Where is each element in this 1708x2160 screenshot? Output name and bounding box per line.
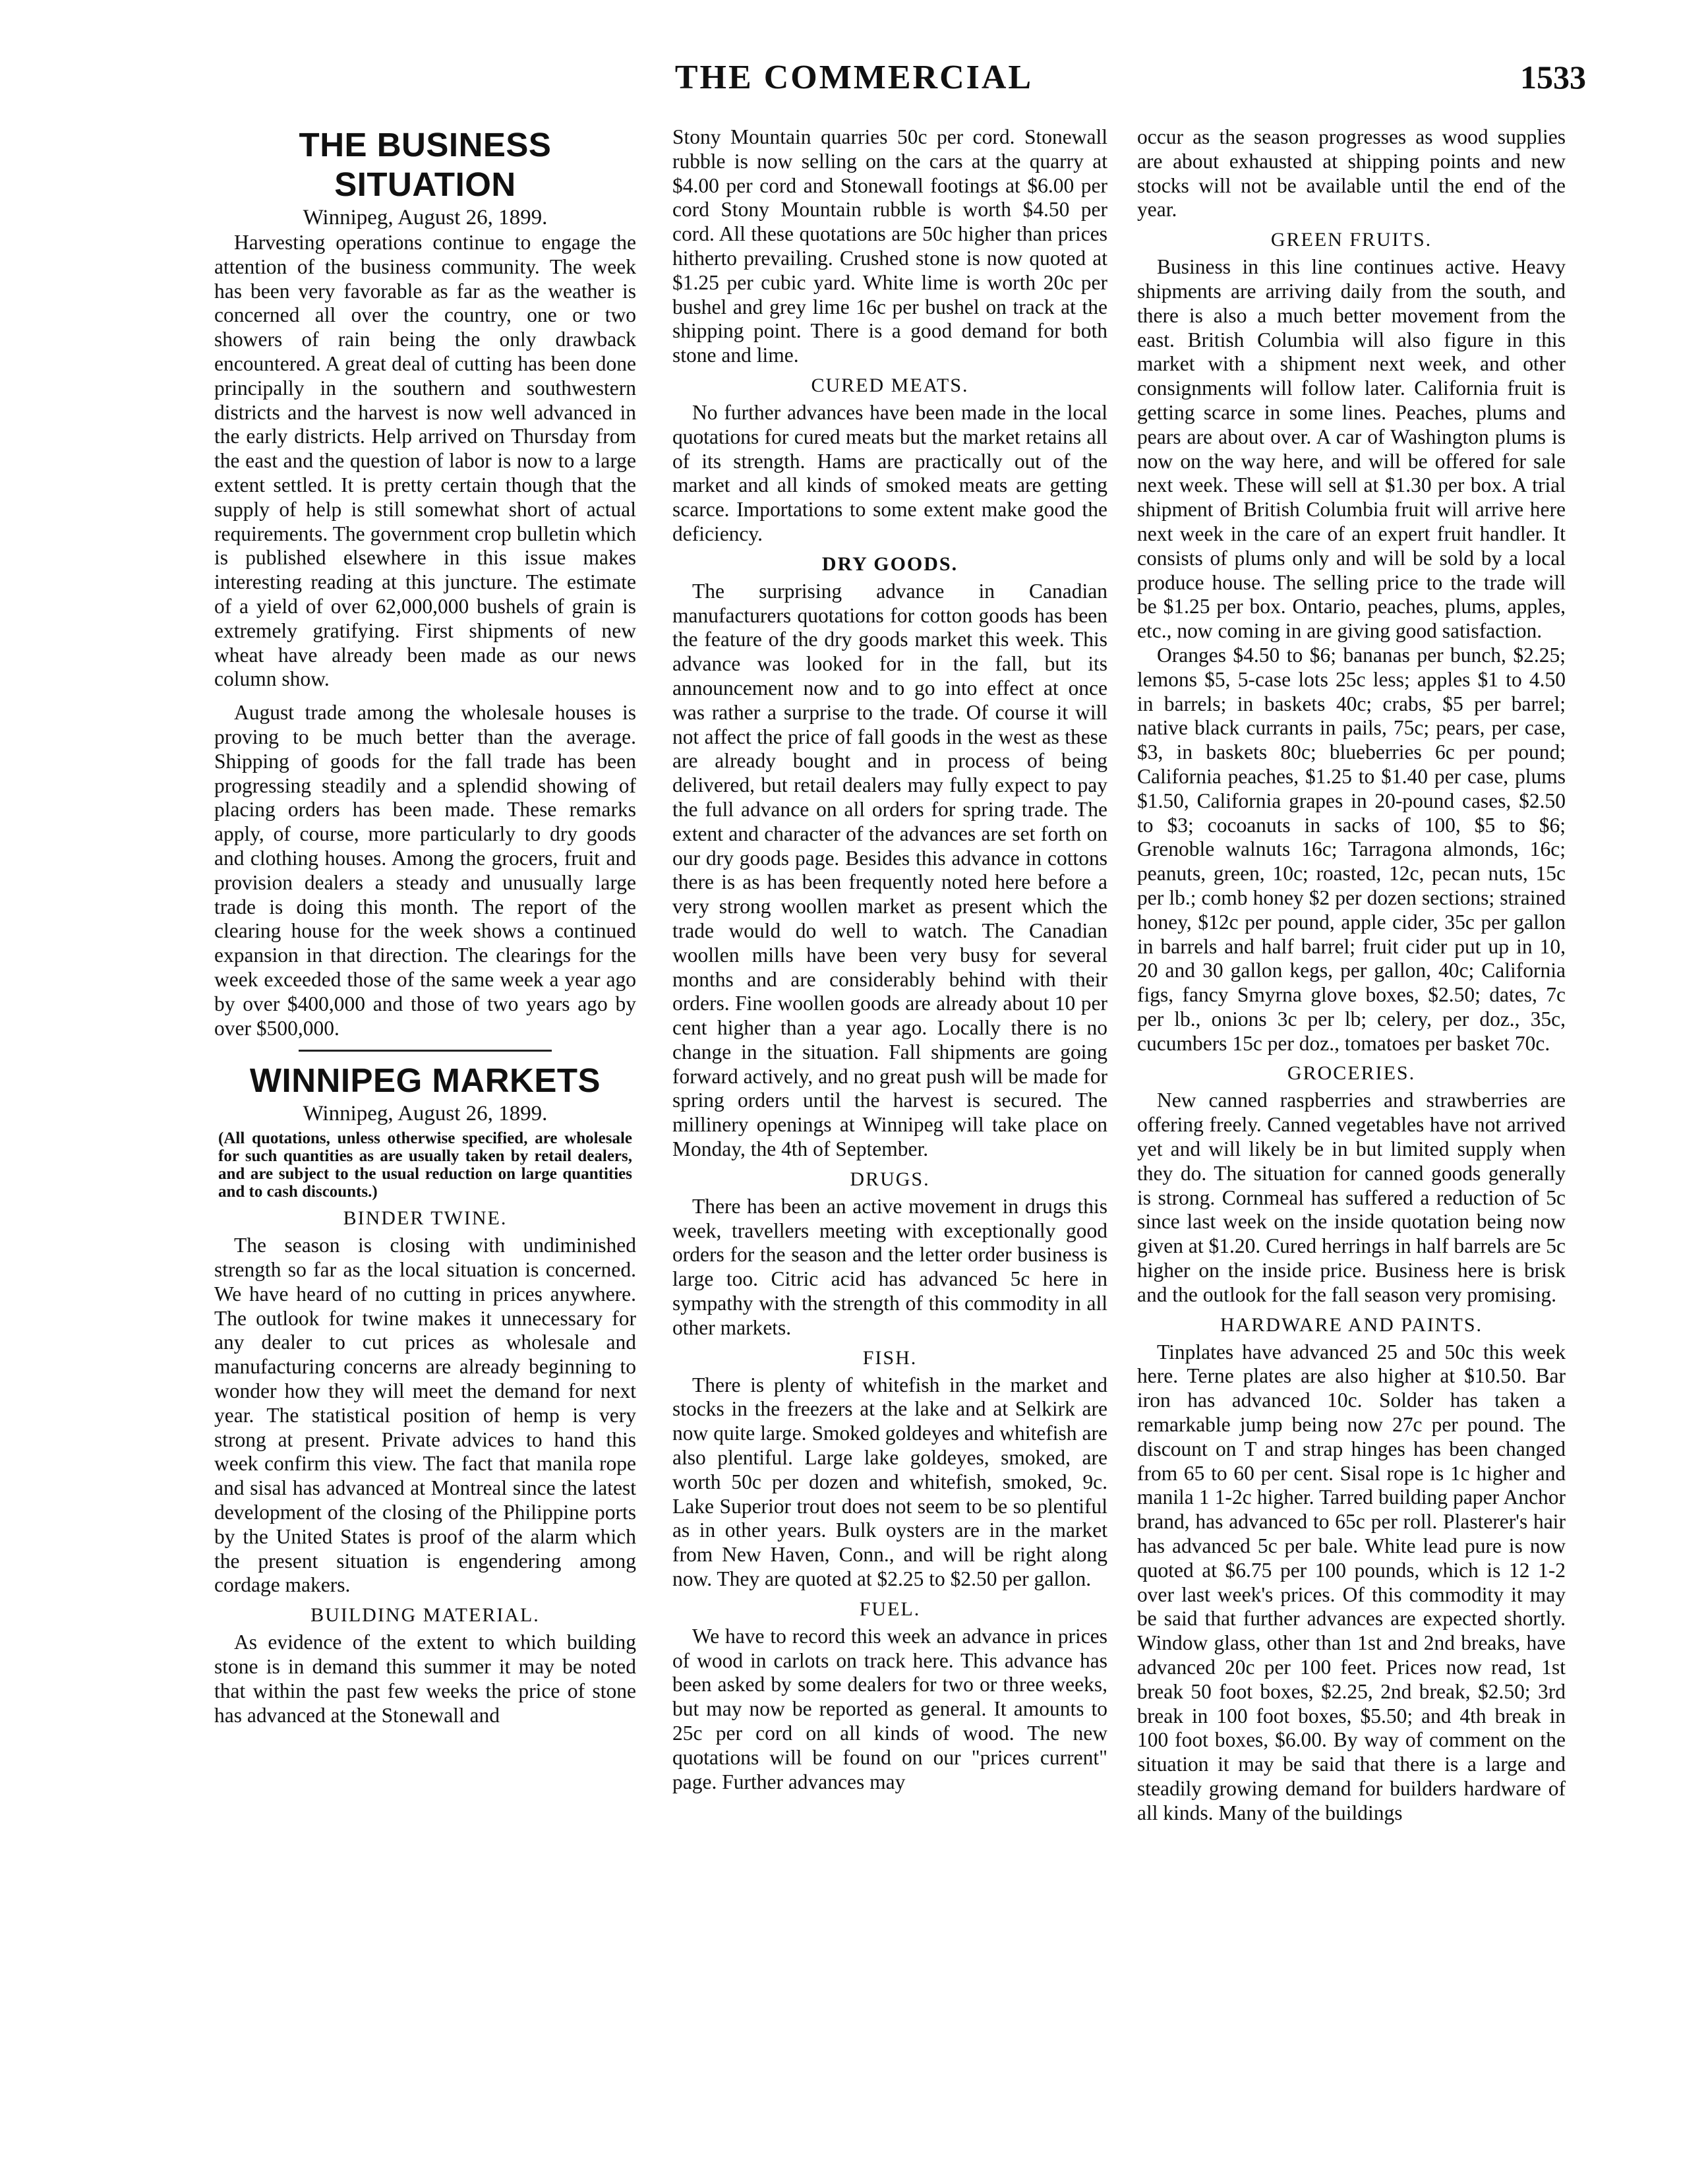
dry-goods-text: The surprising advance in Canadian manufacturers quotations for cotton goods has been the feature of the dry goods market this week. This advance was looked for in the fall, but its announcement now and to go into effect at once was rather a surprise to the trade. Of course it will not affect the price of fall goods in the west as these are already bought and in process of being delivered, but retail dealers may fully expect to pay the full advance on all orders for spring trade. The extent and character of the advances are set forth on our dry goods page. Besides this advance in cottons there is as has been frequently noted here before a very strong woollen market as present which the trade would do well to watch. The Canadian woollen mills have been very busy for several months and are considerably behind with their orders. Fine woollen goods are already about 10 per cent higher than a year ago. Locally there is no change in the situation. Fall shipments are going forward actively, and no great push will be made for spring orders until the harvest is secured. The millinery openings at Winnipeg will take place on Monday, the 4th of September. (672, 579, 1107, 1161)
fuel-subhead: FUEL. (859, 1598, 921, 1620)
page-number: 1533 (1520, 59, 1586, 96)
markets-headline: WINNIPEG MARKETS (249, 1062, 601, 1100)
groceries-subhead: GROCERIES. (1287, 1062, 1416, 1085)
fuel-text: We have to record this week an advance in prices of wood in carlots on track here. This advance has been asked by some dealers for two or three weeks, but may now be reported as general. It amounts to 25c per cord on all kinds of wood. The new quotations will be found on our "prices current" page. Further advances may (672, 1624, 1107, 1793)
masthead: THE COMMERCIAL (674, 59, 1034, 96)
fish-subhead: FISH. (862, 1346, 918, 1369)
groceries-text: New canned raspberries and strawberries are offering freely. Canned vegetables have not arrived yet and will likely be in but limited supply when they do. The situation for canned goods generally is strong. Cornmeal has suffered a reduction of 5c since last week on the inside quotation being now given at $1.20. Cured herrings in half barrels are 5c higher on the inside price. Business here is brisk and the outlook for the fall season very promising. (1137, 1089, 1566, 1306)
hardware-subhead: HARDWARE AND PAINTS. (1220, 1313, 1483, 1336)
binder-twine-text: The season is closing with undiminished strength so far as the local situation is concerned. We have heard of no cutting in prices anywhere. The outlook for twine makes it unnecessary for any dealer to cut prices as wholesale and manufacturing concerns are already beginning to wonder how they will meet the demand for next year. The statistical position of hemp is very strong at present. Private advices to hand this week confirm this view. The fact that manila rope and sisal has advanced at Montreal since the latest development of the closing of the Philippine ports by the United States is proof of the alarm which the present situation is engendering among cordage makers. (214, 1234, 636, 1597)
cured-meats-text: No further advances have been made in the local quotations for cured meats but the market retains all of its strength. Hams are practically out of the market and all kinds of smoked meats are getting scarce. Importations to some extent make good the deficiency. (672, 400, 1107, 545)
drugs-text: There has been an active movement in drugs this week, travellers meeting with exceptionally good orders for the season and the letter order business is large too. Citric acid has advanced 5c here in sympathy with the strength of this commodity in all other markets. (672, 1194, 1107, 1339)
column-2 (672, 125, 1107, 1794)
building-material-text: As evidence of the extent to which building stone is in demand this summer it may be noted that within the past few weeks the price of stone has advanced at the Stonewall and (214, 1631, 636, 1727)
markets-dateline: Winnipeg, August 26, 1899. (303, 1102, 548, 1126)
column-1 (214, 125, 636, 1727)
cured-meats-subhead: CURED MEATS. (811, 374, 969, 396)
fish-text: There is plenty of whitefish in the market and stocks in the freezers at the lake and at Selkirk are now quite large. Smoked goldeyes and whitefish are also plentiful. Large lake goldeyes, smoked, are worth 50c per dozen and whitefish, smoked, 9c. Lake Superior trout does not seem to be so plentiful as in other years. Bulk oysters are in the market from New Haven, Conn., and will be right along now. They are quoted at $2.25 to $2.50 per gallon. (672, 1373, 1107, 1591)
drugs-subhead: DRUGS. (850, 1168, 930, 1190)
business-paragraph-2: August trade among the wholesale houses is proving to be much better than the average. Shipping of goods for the fall trade has been progressing steadily and a splendid showing of placing orders has been made. These remarks apply, of course, more particularly to dry goods and clothing houses. Among the grocers, fruit and provision dealers a steady and unusually large trade is doing this month. The report of the clearing house for the week shows a continued expansion in that direction. The clearings for the week exceeded those of the same week a year ago by over $400,000 and those of two years ago by over $500,000. (214, 701, 636, 1040)
spacer (214, 692, 636, 701)
running-head (0, 0, 1708, 125)
column-3 (1137, 125, 1566, 1826)
green-fruits-subhead: GREEN FRUITS. (1270, 229, 1432, 251)
business-situation-dateline: Winnipeg, August 26, 1899. (303, 206, 548, 229)
markets-note: (All quotations, unless otherwise specified, are wholesale for such quantities as are usually taken by retail dealers, and are subject to the usual reduction on large quantities and to cash discounts.) (218, 1129, 632, 1201)
section-divider (299, 1050, 552, 1052)
building-material-subhead: BUILDING MATERIAL. (310, 1604, 540, 1627)
green-fruits-text: Business in this line continues active. Heavy shipments are arriving daily from the south, and there is also a much better movement from the east. British Columbia will also figure in this market with a shipment next week, and other consignments will follow later. California fruit is getting scarce in some lines. Peaches, plums and pears are about over. A car of Washington plums is now on the way here, and will be offered for sale next week. These will sell at $1.30 per box. A trial shipment of British Columbia fruit will arrive here next week in the care of an expert fruit handler. It consists of plums only and will be sold by a local produce house. The selling price to the trade will be $1.25 per box. Ontario, peaches, plums, apples, etc., now coming in are giving good satisfaction. (1137, 255, 1566, 643)
fuel-continued: occur as the season progresses as wood supplies are about exhausted at shipping points and new stocks will not be available until the end of the year. (1137, 125, 1566, 222)
hardware-text: Tinplates have advanced 25 and 50c this week here. Terne plates are also higher at $10.50. Bar iron has advanced 10c. Solder has taken a remarkable jump being now 27c per pound. The discount on T and strap hinges has been changed from 65 to 60 per cent. Sisal rope is 1c higher and manila 1 1-2c higher. Tarred building paper Anchor brand, has advanced to 65c per roll. Plasterer's hair has advanced 5c per bale. White lead pure is now quoted at $6.75 per 100 pounds, which is 12 1-2 over last week's prices. Of this commodity it may be said that further advances are expected shortly. Window glass, other than 1st and 2nd breaks, have advanced 20c per 100 feet. Prices now read, 1st break 50 foot boxes, $2.25, 2nd break, $2.50; 3rd break in 100 foot boxes, $5.50; and 4th break in 100 foot boxes, $6.00. By way of comment on the situation it may be said that there is a large and steadily growing demand for builders hardware of all kinds. Many of the buildings (1137, 1340, 1566, 1824)
business-situation-headline: THE BUSINESS SITUATION (299, 126, 552, 203)
dry-goods-subhead: DRY GOODS. (821, 553, 958, 575)
building-material-continued: Stony Mountain quarries 50c per cord. Stonewall rubble is now selling on the cars at the quarry at $4.00 per cord and Stonewall footings at $6.00 per cord Stony Mountain rubble is worth $4.50 per cord. All these quotations are 50c higher than prices hitherto prevailing. Crushed stone is now quoted at $1.25 per cubic yard. White lime is worth 20c per bushel and grey lime 16c per bushel on track at the shipping point. There is a good demand for both stone and lime. (672, 125, 1107, 367)
binder-twine-subhead: BINDER TWINE. (343, 1207, 508, 1230)
business-paragraph-1: Harvesting operations continue to engage the attention of the business community. The week has been very favorable as far as the weather is concerned all over the country, one or two showers of rain being the only drawback encountered. A great deal of cutting has been done principally in the southern and southwestern districts and the harvest is now well advanced in the early districts. Help arrived on Thursday from the east and the question of labor is now to a large extent settled. It is pretty certain though that the supply of help is still somewhat short of actual requirements. The government crop bulletin which is published elsewhere in this issue makes interesting reading at this juncture. The estimate of a yield of over 62,000,000 bushels of grain is extremely gratifying. First shipments of new wheat have already been made as our news column show. (214, 231, 636, 691)
green-fruits-prices: Oranges $4.50 to $6; bananas per bunch, $2.25; lemons $5, 5-case lots 25c less; apples $1 to 4.50 in barrels; in baskets 40c; crabs, $5 per barrel; native black currants in pails, 75c; pears, per case, $3, in baskets 80c; blueberries 6c per pound; California peaches, $1.25 to $1.40 per case, plums $1.50, California grapes in 20-pound cases, $2.50 to $3; cocoanuts in sacks of 100, $5 to $6; Grenoble walnuts 16c; Tarragona almonds, 16c; peanuts, green, 10c; roasted, 12c, pecan nuts, 15c per lb.; comb honey $2 per dozen sections; strained honey, $12c per pound, apple cider, 35c per gallon in barrels and half barrel; fruit cider put up in 10, 20 and 30 gallon kegs, per gallon, 40c; California figs, fancy Smyrna glove boxes, $2.50; dates, 7c per lb., onions 3c per lb; celery, per doz., 35c, cucumbers 15c per doz., tomatoes per basket 70c. (1137, 643, 1566, 1055)
